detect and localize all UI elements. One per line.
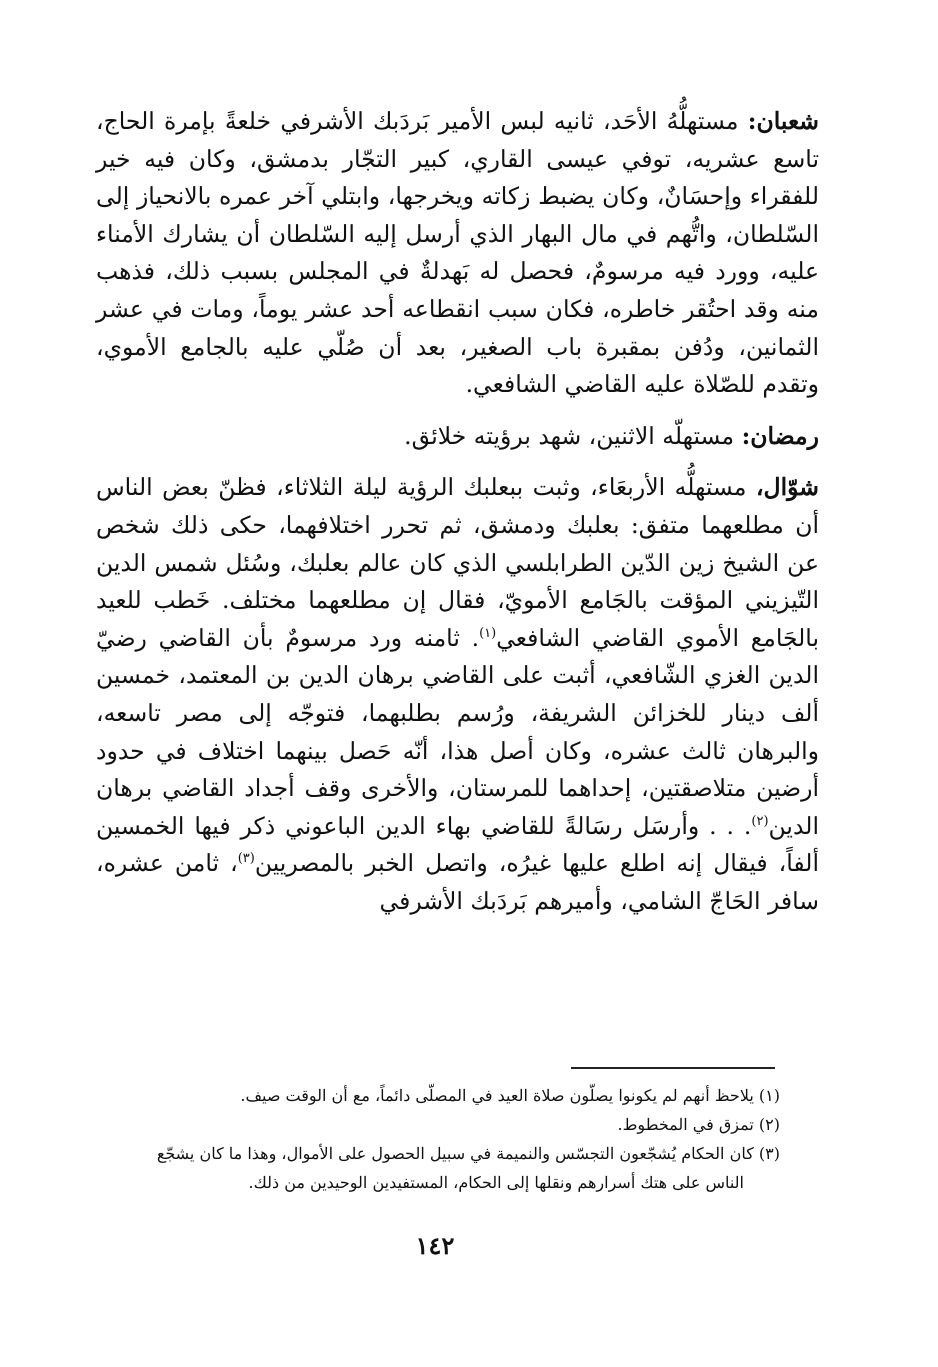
paragraph-shawwal [96,469,819,920]
month-heading-shaban: شعبان: [747,107,819,135]
page-number: ١٤٢ [415,1231,455,1260]
footnote-3-continuation: الناس على هتك أسرارهم ونقلها إلى الحكام، المستفيدين الوحيدين من ذلك. [248,1173,744,1192]
paragraph-shawwal-text-b: . ثامنه ورد مرسومٌ بأن القاضي رضيّ الدين الغزي الشّافعي، أثبت على القاضي برهان الدين بن المعتمد، خمسين ألف دينار للخزائن الشريفة، ورُسم بطلبهما، فتوجّه إلى مصر تاسعه، والبرهان ثالث عشره، وكان أصل هذا، أنّه حَصل بينهما اختلاف في حدود أرضين متلاصقتين، إحداهما للمرستان، والأخرى وقف أجداد القاضي برهان الدين [96,623,819,840]
footnote-3: (٣) كان الحكام يُشجّعون التجسّس والنميمة في سبيل الحصول على الأموال، وهذا ما كان يشجّع [156,1144,780,1163]
paragraph-ramadan [96,418,819,456]
footnote-ref-3: (٣) [237,851,255,867]
paragraph-shawwal-text-c: . . . وأرسَل رسَالةً للقاضي بهاء الدين الباعوني ذكر فيها الخمسين ألفاً، فيقال إنه اطلع عليها غيرُه، واتصل الخبر بالمصريين [96,811,819,878]
footnote-separator [571,1067,775,1069]
month-heading-ramadan: رمضان: [741,421,819,450]
paragraph-shaban [96,103,819,404]
footnote-2: (٢) تمزق في المخطوط. [617,1115,780,1134]
paragraph-shawwal-text-a: مستهلُّه الأربعَاء، وثبت ببعلبك الرؤية ليلة الثلاثاء، فظنّ بعض الناس أن مطلعهما متفق: بعلبك ودمشق، ثم تحرر اختلافهما، حكى ذلك شخص عن الشيخ زين الدّين الطرابلسي الذي كان عالم بعلبك، وسُئل شمس الدين التّيزيني المؤقت بالجَامع الأمويّ، فقال إن مطلعهما مختلف. خَطب للعيد بالجَامع الأموي القاضي الشافعي [96,473,820,652]
paragraph-shaban-text: مستهلُّهُ الأحَد، ثانيه لبس الأمير بَردَبك الأشرفي خلعةً بإمرة الحاج، تاسع عشريه، توفي عيسى القاري، كبير التجّار بدمشق، وكان فيه خير للفقراء وإحسَانٌ، وكان يضبط زكاته ويخرجها، وابتلي آخر عمره بالانحياز إلى السّلطان، واتُّهم في مال البهار الذي أرسل إليه السّلطان أن يشارك الأمناء عليه، وورد فيه مرسومٌ، فحصل له بَهدلةٌ في المجلس بسبب ذلك، فذهب منه وقد احتُقر خاطره، فكان سبب انقطاعه أحد عشر يوماً، ومات في عشر الثمانين، ودُفن بمقبرة باب الصغير، بعد أن صُلّي عليه بالجامع الأموي، وتقدم للصّلاة عليه القاضي الشافعي. [96,107,819,399]
paragraph-ramadan-text: مستهلّه الاثنين، شهد برؤيته خلائق. [404,421,742,450]
footnote-ref-2: (٢) [751,813,769,829]
month-heading-shawwal: شوّال، [755,473,819,502]
main-text [96,103,819,920]
footnote-1: (١) يلاحظ أنهم لم يكونوا يصلّون صلاة العيد في المصلّى دائماً، مع أن الوقت صيف. [240,1086,780,1105]
footnotes [130,1081,780,1197]
paragraph-shawwal-text-d: ، ثامن عشره، سافر الحَاجّ الشامي، وأميرهم بَردَبك الأشرفي [96,849,819,915]
footnote-ref-1: (١) [479,625,497,641]
